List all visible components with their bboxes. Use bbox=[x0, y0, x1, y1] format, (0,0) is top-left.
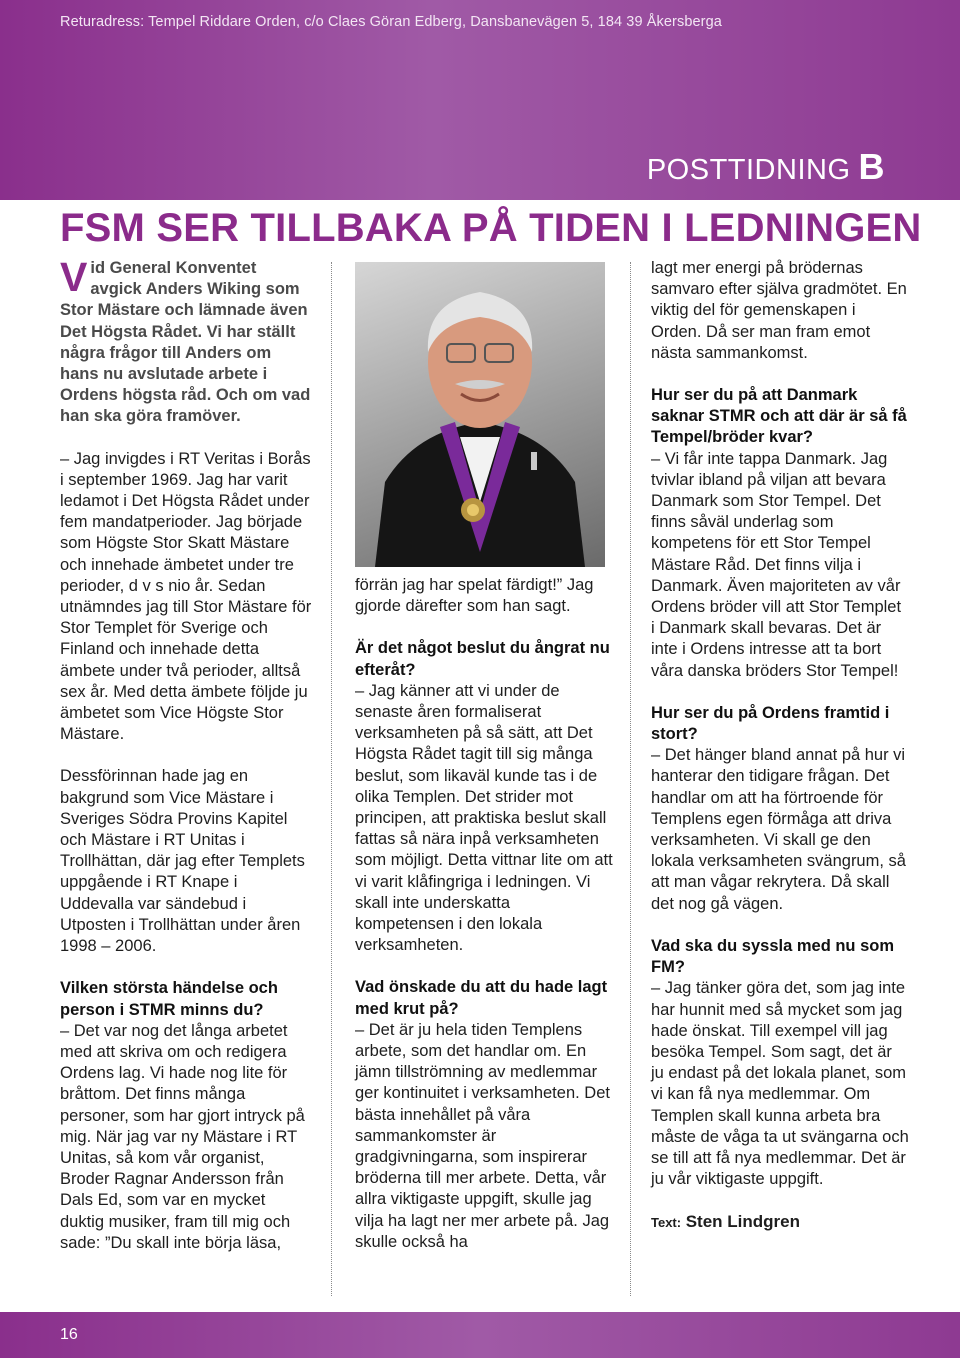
drop-cap: V bbox=[60, 254, 88, 300]
posttidning-text: POSTTIDNING bbox=[646, 154, 851, 186]
answer-paragraph: – Vi får inte tappa Danmark. Jag tvivlar ibland på viljan att bevara Danmark som Stor Tempel. Det finns såväl underlag som kompetens för ett Stor Tempel Mästare Råd. Det finns vilja i Danmark. Även majoriteten av vår Ordens bröder vill att Stor Templet i Danmark skall bevaras. Det är inte i Ordens intresse att ta bort våra danska bröders Stor Tempel! bbox=[651, 449, 902, 680]
question-heading: Vilken största händelse och person i STMR minns du? bbox=[60, 979, 278, 1019]
answer-paragraph: – Jag tänker göra det, som jag inte har hunnit med så mycket som jag hade önskat. Till exempel vill jag besöka Tempel. Som sagt, det är ju endast på det lokala planet, som vi kan få nya medlemmar. Om Templen skall kunna arbeta bra måste de våga ta ut svängarna och se till att få nya medlemmar. Det är ju vår viktigaste uppgift. bbox=[651, 979, 909, 1189]
answer-paragraph: förrän jag har spelat färdigt!” Jag gjorde därefter som han sagt. bbox=[355, 576, 594, 616]
question-heading: Är det något beslut du ångrat nu efteråt? bbox=[355, 639, 610, 679]
credit-name: Sten Lindgren bbox=[685, 1212, 800, 1232]
column-3 bbox=[651, 258, 909, 1234]
posttidning-label bbox=[647, 146, 885, 188]
body-paragraph: – Jag invigdes i RT Veritas i Borås i september 1969. Jag har varit ledamot i Det Högsta Rådet under fem mandatperioder. Jag började som Högste Stor Skatt Mästare och innehade ämbetet under tre perioder, d v s nio år. Sedan utnämndes jag till Stor Mästare för Stor Templet för Sverige och Finland och innehade detta ämbete under två perioder, alltså sex år. Med detta ämbete följde ju ämbetet som Vice Högste Stor Mästare. bbox=[60, 449, 312, 744]
portrait-photo bbox=[355, 262, 605, 567]
return-address: Returadress: Tempel Riddare Orden, c/o Claes Göran Edberg, Dansbanevägen 5, 184 39 Åkersberga bbox=[60, 14, 722, 30]
column-separator bbox=[630, 262, 631, 1296]
answer-paragraph: – Det var nog det långa arbetet med att skriva om och redigera Ordens lag. Vi hade nog lite för bråttom. Det finns många personer, som har gjort intryck på mig. När jag var ny Mästare i RT Unitas, så kom vår organist, Broder Ragnar Andersson från Dals Ed, som var en mycket duktig musiker, fram till mig och sade: ”Du skall inte börja läsa, bbox=[60, 1021, 305, 1252]
question-heading: Hur ser du på Ordens framtid i stort? bbox=[651, 703, 890, 744]
article-title: FSM SER TILLBAKA PÅ TIDEN I LEDNINGEN bbox=[60, 206, 922, 250]
footer-band bbox=[0, 1312, 960, 1358]
intro-paragraph bbox=[60, 254, 312, 428]
answer-paragraph: – Det hänger bland annat på hur vi hanterar den tidigare frågan. Det handlar om att ha förtroende för Templens egen förmåga att driva verksamheten. Vi skall ge den lokala verksamheten svängrum, så att man vågar rekrytera. Då skall det nog gå vägen. bbox=[651, 746, 906, 913]
column-2 bbox=[355, 258, 613, 1253]
body-paragraph: Dessförinnan hade jag en bakgrund som Vice Mästare i Sveriges Södra Provins Kapitel och Mästare i RT Unitas i Trollhättan, där jag efter Templets uppgående i RT Knape i Uddevalla var sändebud i Utposten i Trollhättan under åren 1998 – 2006. bbox=[60, 767, 305, 956]
page-number: 16 bbox=[60, 1326, 78, 1343]
answer-paragraph: lagt mer energi på brödernas samvaro efter själva gradmötet. En viktig del för gemenskapen i Orden. Då ser man fram emot nästa sammankomst. bbox=[651, 259, 907, 362]
answer-paragraph: – Det är ju hela tiden Templens arbete, som det handlar om. En jämn tillströmning av medlemmar ger kontinuitet i verksamheten. Det bästa innehållet på våra sammankomster är gradgivningarna, som inspirerar bröderna till mer arbete. Detta, vår allra viktigaste uppgift, skulle jag vilja ha lagt ner mer arbete på. Jag skulle också ha bbox=[355, 1020, 610, 1251]
intro-text: id General Konventet avgick Anders Wiking som Stor Mästare och lämnade även Det Högsta Rådet. Vi har ställt några frågor till Anders om hans nu avslutade arbete i Ordens högsta råd. Och om vad han ska göra framöver. bbox=[60, 259, 311, 426]
question-heading: Hur ser du på att Danmark saknar STMR och att där är så få Tempel/bröder kvar? bbox=[651, 386, 907, 447]
column-separator bbox=[331, 262, 332, 1296]
credit-label: Text: bbox=[651, 1215, 682, 1231]
posttidning-class: B bbox=[858, 146, 885, 187]
column-1 bbox=[60, 254, 312, 1254]
answer-paragraph: – Jag känner att vi under de senaste åren formaliserat verksamheten på så sätt, att Det Högsta Rådet tagit till sig många beslut, som likaväl kunde tas i de olika Templen. Det strider mot principen, att praktiska beslut skall fattas så nära inpå verksamheten som möjligt. Detta vittnar lite om att vi varit klåfingriga i ledningen. Vi skall inte underskatta kompetensen i den lokala verksamheten. bbox=[355, 681, 613, 955]
author-credit bbox=[651, 1211, 909, 1233]
question-heading: Vad ska du syssla med nu som FM? bbox=[651, 936, 895, 977]
question-heading: Vad önskade du att du hade lagt med krut på? bbox=[355, 978, 608, 1018]
